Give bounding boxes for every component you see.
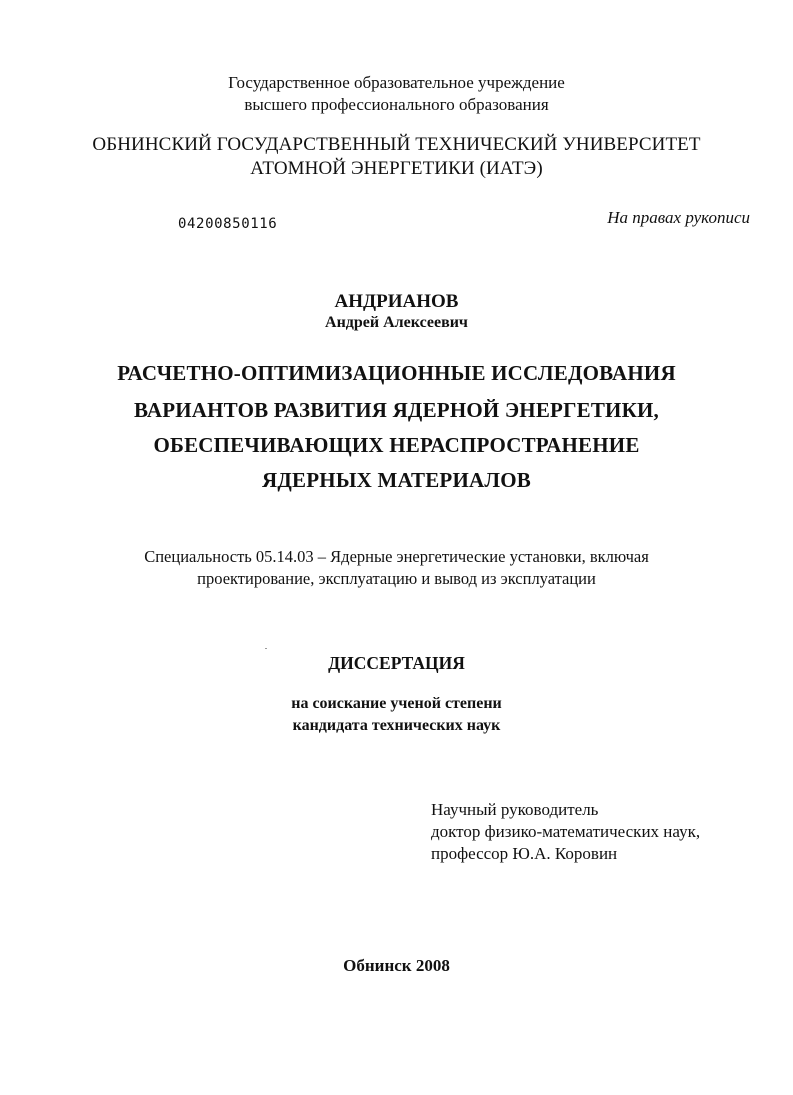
supervisor-line-1: Научный руководитель — [431, 800, 599, 819]
manuscript-rights: На правах рукописи — [607, 208, 750, 227]
institution-line-2: высшего профессионального образования — [244, 95, 549, 114]
author-surname: АНДРИАНОВ — [334, 291, 459, 312]
specialty-line-1: Специальность 05.14.03 – Ядерные энергетические установки, включая — [144, 547, 649, 566]
specialty-line-2: проектирование, эксплуатацию и вывод из эксплуатации — [197, 569, 596, 588]
city-year: Обнинск 2008 — [343, 956, 450, 975]
degree-line-2: кандидата технических наук — [292, 717, 501, 734]
scan-speck — [265, 648, 267, 649]
institution-line-1: Государственное образовательное учреждение — [228, 73, 565, 92]
title-line-2: ВАРИАНТОВ РАЗВИТИЯ ЯДЕРНОЙ ЭНЕРГЕТИКИ, — [133, 398, 660, 422]
registration-number: 04200850116 — [178, 216, 278, 232]
author-name: Андрей Алексеевич — [325, 314, 468, 331]
work-type: ДИССЕРТАЦИЯ — [328, 653, 465, 673]
university-line-2: АТОМНОЙ ЭНЕРГЕТИКИ (ИАТЭ) — [250, 158, 543, 179]
title-line-1: РАСЧЕТНО-ОПТИМИЗАЦИОННЫЕ ИССЛЕДОВАНИЯ — [117, 361, 676, 385]
supervisor-line-2: доктор физико-математических наук, — [431, 822, 701, 841]
university-line-1: ОБНИНСКИЙ ГОСУДАРСТВЕННЫЙ ТЕХНИЧЕСКИЙ УНИВЕРСИТЕТ — [92, 134, 701, 155]
title-line-3: ОБЕСПЕЧИВАЮЩИХ НЕРАСПРОСТРАНЕНИЕ — [153, 433, 640, 457]
title-line-4: ЯДЕРНЫХ МАТЕРИАЛОВ — [262, 468, 531, 492]
supervisor-line-3: профессор Ю.А. Коровин — [431, 844, 618, 863]
degree-line-1: на соискание ученой степени — [291, 695, 502, 712]
